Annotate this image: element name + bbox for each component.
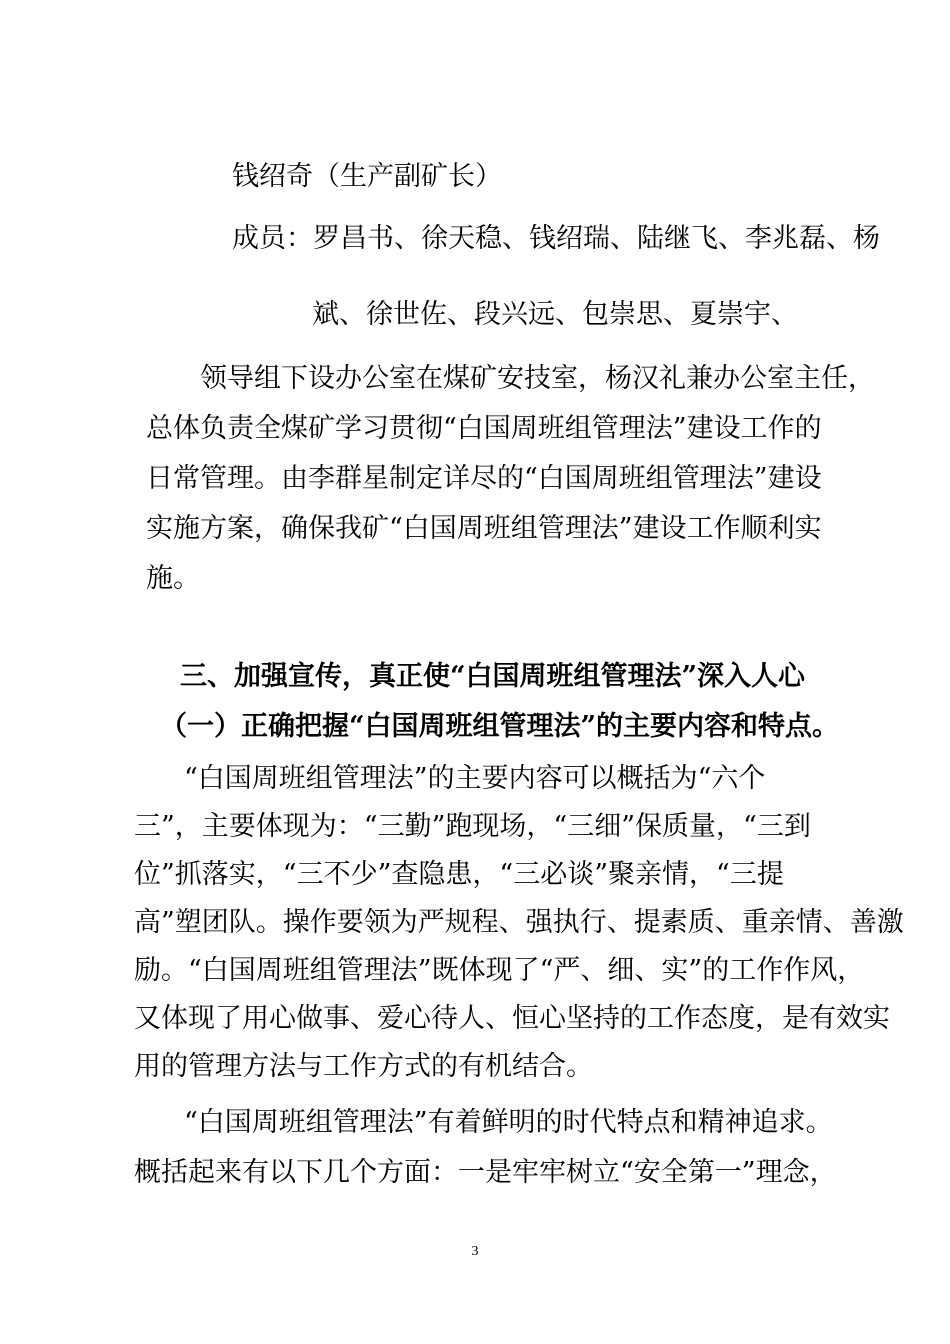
paragraph-line: “白国周班组管理法”的主要内容可以概括为“六个 xyxy=(184,763,766,794)
page-number: 3 xyxy=(471,1244,479,1259)
paragraph-line: 位”抓落实，“三不少”查隐患，“三必谈”聚亲情，“三提 xyxy=(134,859,784,890)
paragraph-line: 总体负责全煤矿学习贯彻“白国周班组管理法”建设工作的 xyxy=(146,413,822,444)
paragraph-line: 励。“白国周班组管理法”既体现了“严、细、实”的工作作风， xyxy=(134,955,865,986)
subsection-heading: （一）正确把握“白国周班组管理法”的主要内容和特点。 xyxy=(160,711,840,742)
paragraph-line: 又体现了用心做事、爱心待人、恒心坚持的工作态度，是有效实 xyxy=(134,1003,890,1034)
members-line-1: 成员：罗昌书、徐天稳、钱绍瑞、陆继飞、李兆磊、杨 xyxy=(232,223,880,254)
members-line-2: 斌、徐世佐、段兴远、包崇思、夏崇宇、 xyxy=(312,299,798,330)
paragraph-line: 领导组下设办公室在煤矿安技室，杨汉礼兼办公室主任， xyxy=(200,363,875,394)
paragraph-line: 实施方案，确保我矿“白国周班组管理法”建设工作顺利实 xyxy=(146,513,822,544)
paragraph-line: 概括起来有以下几个方面：一是牢牢树立“安全第一”理念， xyxy=(134,1157,837,1188)
paragraph-line: “白国周班组管理法”有着鲜明的时代特点和精神追求。 xyxy=(184,1107,833,1138)
paragraph-line: 高”塑团队。操作要领为严规程、强执行、提素质、重亲情、善激 xyxy=(134,907,904,938)
leader-line: 钱绍奇（生产副矿长） xyxy=(232,161,502,192)
paragraph-line: 施。 xyxy=(146,563,200,594)
section-heading: 三、加强宣传，真正使“白国周班组管理法”深入人心 xyxy=(180,661,806,692)
paragraph-line: 用的管理方法与工作方式的有机结合。 xyxy=(134,1051,593,1082)
paragraph-line: 日常管理。由李群星制定详尽的“白国周班组管理法”建设 xyxy=(146,463,822,494)
paragraph-line: 三”，主要体现为：“三勤”跑现场，“三细”保质量，“三到 xyxy=(134,811,811,842)
